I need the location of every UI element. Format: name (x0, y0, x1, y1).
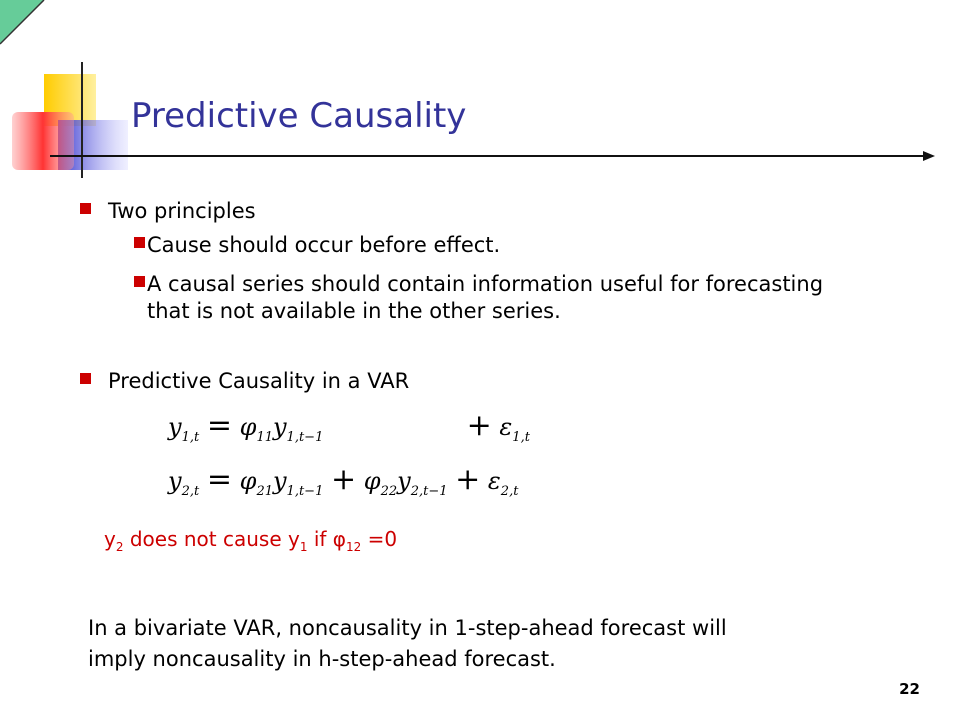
sub-bullet-marker (134, 237, 145, 248)
decorative-logo (0, 60, 140, 180)
slide-title: Predictive Causality (131, 96, 467, 136)
page-number: 22 (899, 680, 920, 698)
sub-bullet-causal-series-line2: that is not available in the other series. (147, 299, 561, 323)
noncausality-condition: $y_2$ does not cause $y_1$ if $\varphi_{12} =0$ (104, 527, 398, 554)
corner-decoration (0, 0, 50, 50)
bullet-marker (80, 373, 91, 384)
var-equation-1: $y_{1,t} = \varphi_{11}y_{1,t-1} + \varepsilon_{1,t}$ (168, 408, 530, 445)
bullet-predictive-causality-var: Predictive Causality in a VAR (108, 369, 410, 393)
sub-bullet-cause-before-effect: Cause should occur before effect. (147, 233, 501, 257)
paragraph-line-2: imply noncausality in h-step-ahead forecast. (88, 647, 556, 671)
title-underline-arrow (50, 150, 935, 162)
var-equation-2: $y_{2,t} = \varphi_{21}y_{1,t-1} + \varphi_{22}y_{2,t-1} + \varepsilon_{2,t}$ (168, 462, 519, 499)
bullet-marker (80, 203, 91, 214)
bivariate-var-note (88, 613, 848, 675)
paragraph-line-1: In a bivariate VAR, noncausality in 1-step-ahead forecast will (88, 616, 727, 640)
bullet-two-principles: Two principles (108, 199, 256, 223)
sub-bullet-causal-series-line1: A causal series should contain information useful for forecasting (147, 272, 824, 296)
sub-bullet-marker (134, 276, 145, 287)
